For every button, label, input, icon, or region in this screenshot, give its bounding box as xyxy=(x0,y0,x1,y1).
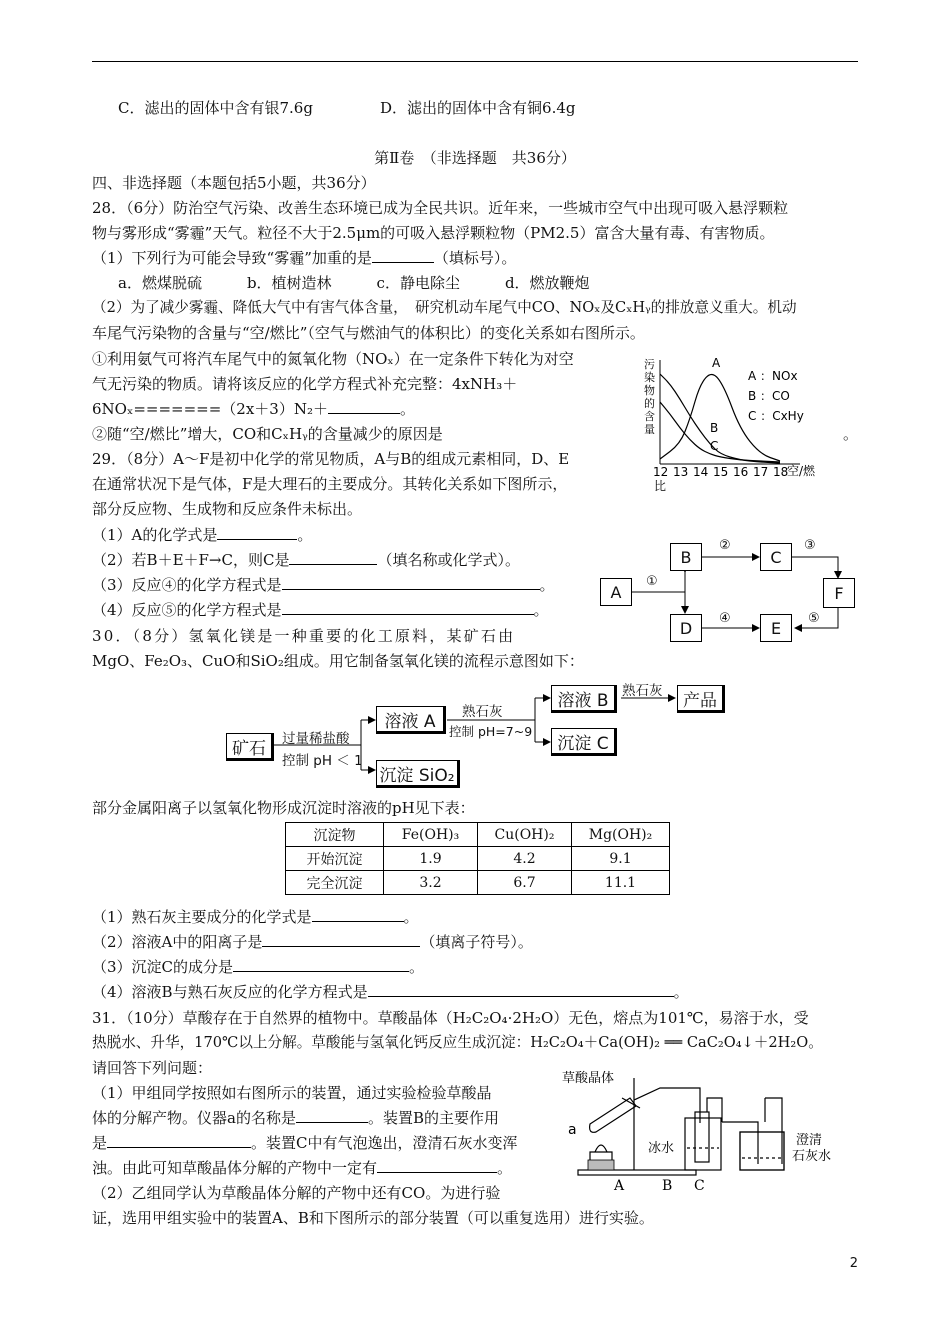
answer-blank[interactable] xyxy=(328,399,400,414)
q29-sub2 xyxy=(92,549,520,571)
q28-c2: ②随“空/燃比”增大，CO和CₓHᵧ的含量减少的原因是 xyxy=(92,425,443,443)
q28-line-2: 物与雾形成“雾霾”天气。粒径不大于2.5μm的可吸入悬浮颗粒物（PM2.5）富含大量有毒、有害物质。 xyxy=(92,224,775,242)
q28-c1-line-2: 气无污染的物质。请将该反应的化学方程式补充完整：4xNH₃＋ xyxy=(92,375,518,393)
q30-sub4-text: （4）溶液B与熟石灰反应的化学方程式是 xyxy=(92,983,368,1001)
flow-reagent-1: 过量稀盐酸 xyxy=(282,731,350,747)
y-label-char: 物 xyxy=(644,384,655,397)
table-row xyxy=(286,871,670,895)
x-tick-label: 13 xyxy=(673,465,689,479)
q28-options: a．燃煤脱硫 b．植树造林 c．静电除尘 d．燃放鞭炮 xyxy=(118,274,590,292)
x-tick-label: 14 xyxy=(693,465,709,479)
period: 。 xyxy=(297,526,313,544)
x-tick-label: 15 xyxy=(713,465,729,479)
q31-sub1-tail-2: 。装置C中有气泡逸出，澄清石灰水变浑 xyxy=(251,1134,518,1152)
q30-sub1 xyxy=(92,906,419,928)
q31-sub1-line-3 xyxy=(92,1132,518,1154)
q28-c1-line-3 xyxy=(92,398,415,420)
flow-ore: 矿石 xyxy=(226,733,274,761)
apparatus-label-b: B xyxy=(662,1178,673,1193)
q29-sub3 xyxy=(92,574,555,596)
curve-label-b: B xyxy=(710,421,719,435)
limewater-label-1: 澄清 xyxy=(796,1133,823,1148)
q28-end-period: 。 xyxy=(843,425,859,443)
q31-sub2-line-2: 证，选用甲组实验中的装置A、B和下图所示的部分装置（可以重复选用）进行实验。 xyxy=(92,1209,654,1227)
q28-sub1 xyxy=(92,247,516,269)
q28-sub1-tail: （填标号）。 xyxy=(433,249,517,267)
q31-sub1-line-2 xyxy=(92,1107,499,1129)
arrow-label-3: ③ xyxy=(804,538,816,553)
table-cell: 4.2 xyxy=(478,847,572,871)
q28-sub2-line-2: 车尾气污染物的含量与“空/燃比”（空气与燃油气的体积比）的变化关系如右图所示。 xyxy=(92,324,645,342)
node-d: D xyxy=(670,614,702,642)
tube-b xyxy=(695,1112,709,1162)
table-header-cell: Mg(OH)₂ xyxy=(572,823,670,847)
page-number: 2 xyxy=(849,1256,858,1271)
ice-water-label: 冰水 xyxy=(648,1141,675,1156)
q27-option-d: D．滤出的固体中含有铜6.4g xyxy=(380,99,576,117)
q30-sub2-text: （2）溶液A中的阳离子是 xyxy=(92,933,263,951)
answer-blank[interactable] xyxy=(217,525,297,540)
answer-blank[interactable] xyxy=(282,600,534,615)
node-e: E xyxy=(760,614,792,642)
test-tube-a xyxy=(590,1098,636,1132)
period: 。 xyxy=(403,908,419,926)
q31-sub1-line-1: （1）甲组同学按照如右图所示的装置，通过实验检验草酸晶 xyxy=(92,1084,492,1102)
q29-sub3-text: （3）反应④的化学方程式是 xyxy=(92,576,282,594)
q30-sub3-text: （3）沉淀C的成分是 xyxy=(92,958,234,976)
answer-blank[interactable] xyxy=(377,1158,497,1173)
table-cell: 完全沉淀 xyxy=(286,871,384,895)
q29-sub1-text: （1）A的化学式是 xyxy=(92,526,218,544)
answer-blank[interactable] xyxy=(233,957,409,972)
q29-sub4 xyxy=(92,599,549,621)
flow-solution-a: 溶液 A xyxy=(376,706,446,734)
arrow-label-2: ② xyxy=(719,538,731,553)
y-label-char: 染 xyxy=(644,371,655,384)
node-f: F xyxy=(823,578,855,608)
q29-line-2: 在通常状况下是气体，F是大理石的主要成分。其转化关系如下图所示， xyxy=(92,475,568,493)
q31-sub1-text: 体的分解产物。仪器a的名称是 xyxy=(92,1109,296,1127)
x-tick-label: 17 xyxy=(753,465,769,479)
y-label-char: 污 xyxy=(644,358,655,371)
flow-precipitate-sio2: 沉淀 SiO₂ xyxy=(376,760,460,788)
ph-table xyxy=(285,822,670,895)
table-header-row xyxy=(286,823,670,847)
y-label-char: 量 xyxy=(644,423,655,436)
table-header-cell: Fe(OH)₃ xyxy=(384,823,478,847)
answer-blank[interactable] xyxy=(107,1133,251,1148)
q29-sub1 xyxy=(92,524,312,546)
x-axis-label-2: 比 xyxy=(654,479,667,493)
node-a: A xyxy=(600,578,632,606)
q31-line-3: 请回答下列问题： xyxy=(92,1059,213,1077)
q28-sub1-text: （1）下列行为可能会导致“雾霾”加重的是 xyxy=(92,249,372,267)
flow-product: 产品 xyxy=(677,685,725,713)
apparatus-label-c: C xyxy=(694,1178,705,1193)
table-cell: 1.9 xyxy=(384,847,478,871)
q29-sub2-text: （2）若B＋E＋F→C，则C是 xyxy=(92,551,290,569)
arrow-label-5: ⑤ xyxy=(808,611,820,626)
q29-sub4-text: （4）反应⑤的化学方程式是 xyxy=(92,601,282,619)
part-four-heading: 四、非选择题（本题包括5小题，共36分） xyxy=(92,174,376,192)
header-rule xyxy=(92,61,858,62)
table-cell: 9.1 xyxy=(572,847,670,871)
q30-sub2-tail: （填离子符号）。 xyxy=(420,933,533,951)
q31-sub1-text-3: 浊。由此可知草酸晶体分解的产物中一定有 xyxy=(92,1159,378,1177)
period: 。 xyxy=(497,1159,513,1177)
y-axis-label xyxy=(644,358,655,436)
emission-graph xyxy=(640,352,840,497)
flame-icon xyxy=(595,1145,607,1152)
flow-precipitate-c: 沉淀 C xyxy=(551,728,617,756)
answer-blank[interactable] xyxy=(282,575,540,590)
period: 。 xyxy=(533,601,549,619)
x-tick-label: 18 xyxy=(773,465,789,479)
arrow-label-4: ④ xyxy=(719,611,731,626)
apparatus-label-a: A xyxy=(614,1178,625,1193)
arrow-label-1: ① xyxy=(646,574,658,589)
table-cell: 3.2 xyxy=(384,871,478,895)
y-label-char: 的 xyxy=(644,397,655,410)
node-b: B xyxy=(670,543,702,571)
table-cell: 6.7 xyxy=(478,871,572,895)
flow-condition-2: 控制 pH=7~9 xyxy=(449,724,533,739)
answer-blank[interactable] xyxy=(289,550,377,565)
q29-line-3: 部分反应物、生成物和反应条件未标出。 xyxy=(92,500,363,518)
q31-sub1-tail: 。装置B的主要作用 xyxy=(367,1109,499,1127)
limewater-label-2: 石灰水 xyxy=(792,1149,832,1164)
q28-line-1: 28．（6分）防治空气污染、改善生态环境已成为全民共识。近年来，一些城市空气中出现可吸入悬浮颗粒 xyxy=(92,199,789,217)
y-label-char: 含 xyxy=(644,410,655,423)
q30-sub2 xyxy=(92,931,533,953)
x-tick-labels xyxy=(653,465,788,479)
curve-label-a: A xyxy=(712,356,721,370)
q29-line-1: 29．（8分）A～F是初中化学的常见物质，A与B的组成元素相同，D、E xyxy=(92,450,570,468)
table-header-cell: Cu(OH)₂ xyxy=(478,823,572,847)
answer-blank[interactable] xyxy=(296,1108,368,1123)
period: 。 xyxy=(673,983,689,1001)
flow-condition-1: 控制 pH ＜ 1 xyxy=(282,753,363,769)
apparatus-drawing xyxy=(560,1068,850,1193)
table-cell: 11.1 xyxy=(572,871,670,895)
label-a-instrument: a xyxy=(568,1122,577,1138)
x-tick-label: 12 xyxy=(653,465,669,479)
q29-sub2-tail: （填名称或化学式）。 xyxy=(377,551,520,569)
burner-body xyxy=(588,1160,614,1170)
period: 。 xyxy=(409,958,425,976)
period: 。 xyxy=(400,400,416,418)
answer-blank[interactable] xyxy=(368,982,674,997)
apparatus-title: 草酸晶体 xyxy=(562,1071,615,1086)
flow-solution-b: 溶液 B xyxy=(551,685,617,713)
stand-base xyxy=(578,1170,696,1175)
q31-sub1-line-4 xyxy=(92,1157,512,1179)
legend-b: B ：CO xyxy=(748,389,790,403)
tube-to-lime xyxy=(765,1098,782,1164)
curve-label-c: C xyxy=(710,439,719,453)
period: 。 xyxy=(539,576,555,594)
x-axis-label: 空/燃 xyxy=(787,464,816,478)
section-title: 第Ⅱ卷 （非选择题 共36分） xyxy=(374,149,576,167)
node-c: C xyxy=(760,543,792,571)
answer-blank[interactable] xyxy=(372,248,434,263)
beaker-limewater xyxy=(740,1132,784,1170)
x-tick-label: 16 xyxy=(733,465,749,479)
q30-line-2: MgO、Fe₂O₃、CuO和SiO₂组成。用它制备氢氧化镁的流程示意图如下： xyxy=(92,652,584,670)
q30-line-1: 30．（8分）氢氧化镁是一种重要的化工原料，某矿石由 xyxy=(92,627,516,645)
q28-c1-line-1: ①利用氨气可将汽车尾气中的氮氧化物（NOₓ）在一定条件下转化为对空 xyxy=(92,350,574,368)
q31-line-2: 热脱水、升华，170℃以上分解。草酸能与氢氧化钙反应生成沉淀：H₂C₂O₄＋Ca(OH)₂ ══ CaC₂O₄↓＋2H₂O。 xyxy=(92,1034,823,1051)
q31-line-1: 31．（10分）草酸存在于自然界的植物中。草酸晶体（H₂C₂O₄·2H₂O）无色，熔点为101℃，易溶于水，受 xyxy=(92,1009,809,1027)
q31-sub1-text-2: 是 xyxy=(92,1134,108,1152)
q28-equation: 6NOₓ=======（2x＋3）N₂＋ xyxy=(92,400,328,418)
legend-a: A ：NOx xyxy=(748,369,798,383)
q31-sub2-line-1: （2）乙组同学认为草酸晶体分解的产物中还有CO。为进行验 xyxy=(92,1184,501,1202)
table-cell: 开始沉淀 xyxy=(286,847,384,871)
q30-sub1-text: （1）熟石灰主要成分的化学式是 xyxy=(92,908,312,926)
q30-sub3 xyxy=(92,956,424,978)
q30-sub4 xyxy=(92,981,689,1003)
flow-reagent-3: 熟石灰 xyxy=(622,683,663,699)
q27-option-c: C．滤出的固体中含有银7.6g xyxy=(118,99,313,117)
legend-c: C ：CxHy xyxy=(748,409,804,423)
q28-sub2-line-1: （2）为了减少雾霾、降低大气中有害气体含量， 研究机动车尾气中CO、NOₓ及CₓHᵧ的排放意义重大。机动 xyxy=(92,299,797,316)
q30-table-intro: 部分金属阳离子以氢氧化物形成沉淀时溶液的pH见下表： xyxy=(92,799,475,817)
answer-blank[interactable] xyxy=(262,932,420,947)
table-row xyxy=(286,847,670,871)
arrow-3 xyxy=(791,557,838,578)
beaker-c xyxy=(740,1132,784,1170)
table-header-cell: 沉淀物 xyxy=(286,823,384,847)
answer-blank[interactable] xyxy=(312,907,404,922)
flow-reagent-2: 熟石灰 xyxy=(462,704,503,720)
